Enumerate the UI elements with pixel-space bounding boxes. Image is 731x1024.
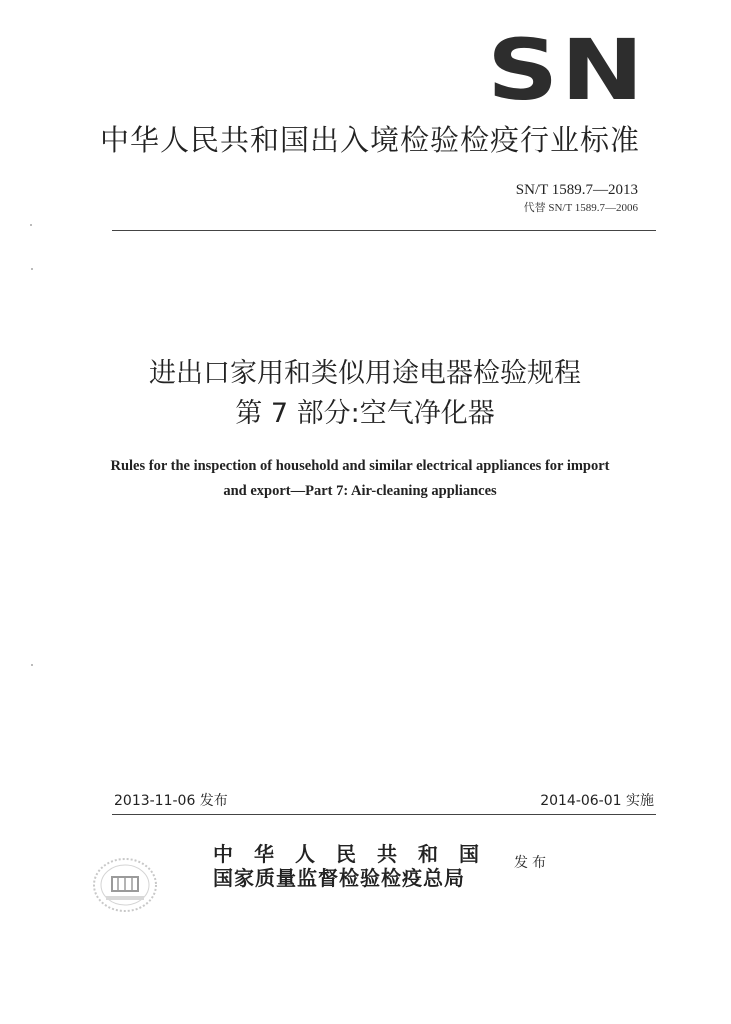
- issue-date: 2013-11-06 发布: [114, 793, 228, 809]
- issuer-country: 中华人民共和国: [213, 842, 500, 866]
- bottom-divider: [112, 814, 656, 815]
- document-subtitle-cn: 第 7 部分:空气净化器: [235, 398, 495, 429]
- replaces-standard: 代替 SN/T 1589.7—2006: [523, 202, 638, 214]
- issuer-agency: 国家质量监督检验检疫总局: [213, 866, 465, 890]
- scan-speck: [31, 664, 33, 666]
- document-title-cn: 进出口家用和类似用途电器检验规程: [149, 358, 581, 389]
- issue-label: 发布: [514, 855, 550, 871]
- document-title-en-line1: Rules for the inspection of household and similar electrical appliances for import: [110, 458, 610, 474]
- scan-speck: [31, 268, 33, 270]
- top-divider: [112, 230, 656, 231]
- implementation-date: 2014-06-01 实施: [540, 793, 654, 809]
- standard-number: SN/T 1589.7—2013: [515, 182, 638, 198]
- document-title-en-line2: and export—Part 7: Air-cleaning appliances: [223, 483, 497, 499]
- publisher-seal-icon: [92, 856, 158, 914]
- sn-logo: SN: [487, 21, 647, 119]
- scan-speck: [30, 224, 32, 226]
- industry-standard-title: 中华人民共和国出入境检验检疫行业标准: [99, 123, 640, 157]
